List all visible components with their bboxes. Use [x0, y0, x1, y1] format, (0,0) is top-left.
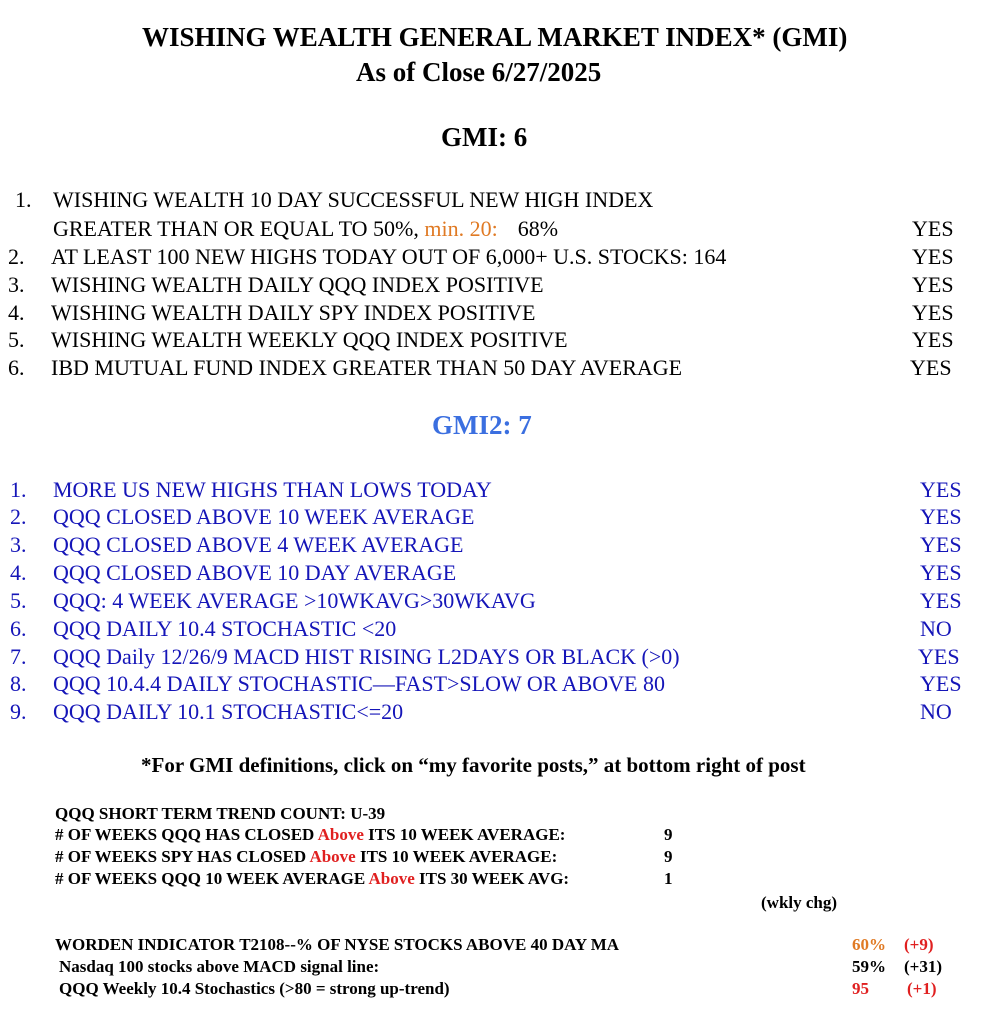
gmi-item-3-text: WISHING WEALTH DAILY QQQ INDEX POSITIVE — [51, 272, 544, 297]
gmi2-item-5-text: QQQ: 4 WEEK AVERAGE >10WKAVG>30WKAVG — [53, 588, 536, 613]
gmi2-item-4-text: QQQ CLOSED ABOVE 10 DAY AVERAGE — [53, 560, 457, 585]
gmi-item-5-num: 5. — [8, 327, 25, 352]
gmi2-item-1-num: 1. — [10, 477, 27, 502]
gmi2-item-9-num: 9. — [10, 699, 27, 724]
indicator-stoch-label: QQQ Weekly 10.4 Stochastics (>80 = strong up-trend) — [59, 979, 450, 998]
gmi-item-3-result: YES — [912, 272, 954, 297]
gmi-item-1-criteria-text: GREATER THAN OR EQUAL TO 50%, — [53, 216, 425, 241]
gmi2-item-4-num: 4. — [10, 560, 27, 585]
gmi-heading: GMI: 6 — [441, 122, 528, 152]
trend-row-qqq-30wk-post: ITS 30 WEEK AVG: — [414, 869, 570, 888]
trend-row-qqq-10wk-value: 9 — [664, 825, 673, 844]
indicator-macd-value: 59% — [852, 957, 886, 976]
trend-row-qqq-10wk-above: Above — [317, 825, 364, 844]
trend-row-qqq-30wk-above: Above — [368, 869, 415, 888]
gmi2-item-8-result: YES — [920, 671, 962, 696]
gmi-item-5-result: YES — [912, 327, 954, 352]
trend-count: QQQ SHORT TERM TREND COUNT: U-39 — [55, 804, 386, 823]
trend-row-qqq-30wk-pre: # OF WEEKS QQQ 10 WEEK AVERAGE — [55, 869, 369, 888]
gmi-item-4-result: YES — [912, 300, 954, 325]
gmi2-item-2-text: QQQ CLOSED ABOVE 10 WEEK AVERAGE — [53, 504, 475, 529]
trend-row-spy-10wk-value: 9 — [664, 847, 673, 866]
gmi-item-6-text: IBD MUTUAL FUND INDEX GREATER THAN 50 DAY AVERAGE — [51, 355, 683, 380]
trend-row-qqq-10wk-pre: # OF WEEKS QQQ HAS CLOSED — [55, 825, 318, 844]
gmi-item-4-num: 4. — [8, 300, 25, 325]
page-title: WISHING WEALTH GENERAL MARKET INDEX* (GMI) — [142, 22, 848, 52]
trend-row-spy-10wk-post: ITS 10 WEEK AVERAGE: — [355, 847, 558, 866]
gmi-item-1-criteria — [53, 216, 558, 242]
wkly-chg-label: (wkly chg) — [761, 893, 838, 912]
indicator-stoch-value: 95 — [852, 979, 869, 998]
gmi2-item-7-text: QQQ Daily 12/26/9 MACD HIST RISING L2DAYS OR BLACK (>0) — [53, 644, 680, 669]
gmi2-item-1-result: YES — [920, 477, 962, 502]
gmi-item-1-result: YES — [912, 216, 954, 241]
gmi2-item-1-text: MORE US NEW HIGHS THAN LOWS TODAY — [53, 477, 492, 502]
gmi2-heading: GMI2: 7 — [432, 410, 532, 440]
gmi2-item-3-text: QQQ CLOSED ABOVE 4 WEEK AVERAGE — [53, 532, 464, 557]
gmi-item-1-value: 68% — [517, 216, 559, 241]
trend-row-qqq-30wk — [55, 869, 569, 889]
gmi2-item-7-result: YES — [918, 644, 960, 669]
gmi-item-1-min: min. 20: — [424, 216, 498, 241]
indicator-t2108-value: 60% — [852, 935, 886, 954]
gmi-item-5-text: WISHING WEALTH WEEKLY QQQ INDEX POSITIVE — [51, 327, 568, 352]
gmi2-item-4-result: YES — [920, 560, 962, 585]
trend-row-spy-10wk-above: Above — [309, 847, 356, 866]
indicator-stoch-change: (+1) — [907, 979, 937, 998]
trend-row-qqq-10wk — [55, 825, 565, 845]
gmi2-item-7-num: 7. — [10, 644, 27, 669]
gmi2-item-9-text: QQQ DAILY 10.1 STOCHASTIC<=20 — [53, 699, 404, 724]
gmi-item-2-result: YES — [912, 244, 954, 269]
gmi2-item-5-result: YES — [920, 588, 962, 613]
gmi-item-2-num: 2. — [8, 244, 25, 269]
trend-row-qqq-30wk-value: 1 — [664, 869, 673, 888]
page-subtitle: As of Close 6/27/2025 — [356, 57, 602, 87]
gmi2-item-2-result: YES — [920, 504, 962, 529]
gmi2-item-6-text: QQQ DAILY 10.4 STOCHASTIC <20 — [53, 616, 397, 641]
gmi-item-3-num: 3. — [8, 272, 25, 297]
gmi-definitions-note: *For GMI definitions, click on “my favorite posts,” at bottom right of post — [141, 753, 806, 777]
trend-row-spy-10wk-pre: # OF WEEKS SPY HAS CLOSED — [55, 847, 310, 866]
indicator-macd-change: (+31) — [904, 957, 943, 976]
gmi2-item-5-num: 5. — [10, 588, 27, 613]
gmi2-item-2-num: 2. — [10, 504, 27, 529]
gmi-item-6-num: 6. — [8, 355, 25, 380]
gmi-item-4-text: WISHING WEALTH DAILY SPY INDEX POSITIVE — [51, 300, 536, 325]
indicator-t2108-label: WORDEN INDICATOR T2108--% OF NYSE STOCKS ABOVE 40 DAY MA — [55, 935, 620, 954]
gmi2-item-8-num: 8. — [10, 671, 27, 696]
gmi2-item-3-result: YES — [920, 532, 962, 557]
trend-row-qqq-10wk-post: ITS 10 WEEK AVERAGE: — [363, 825, 566, 844]
gmi2-item-9-result: NO — [920, 699, 952, 724]
gmi-item-1-num: 1. — [15, 187, 32, 212]
indicator-macd-label: Nasdaq 100 stocks above MACD signal line: — [59, 957, 380, 976]
gmi-item-1-text: WISHING WEALTH 10 DAY SUCCESSFUL NEW HIGH INDEX — [53, 187, 654, 212]
gmi2-item-3-num: 3. — [10, 532, 27, 557]
indicator-t2108-change: (+9) — [904, 935, 934, 954]
gmi-item-6-result: YES — [910, 355, 952, 380]
gmi2-item-6-result: NO — [920, 616, 952, 641]
gmi2-item-8-text: QQQ 10.4.4 DAILY STOCHASTIC—FAST>SLOW OR ABOVE 80 — [53, 671, 665, 696]
gmi2-item-6-num: 6. — [10, 616, 27, 641]
gmi-item-2-text: AT LEAST 100 NEW HIGHS TODAY OUT OF 6,000+ U.S. STOCKS: 164 — [51, 244, 727, 269]
trend-row-spy-10wk — [55, 847, 557, 867]
